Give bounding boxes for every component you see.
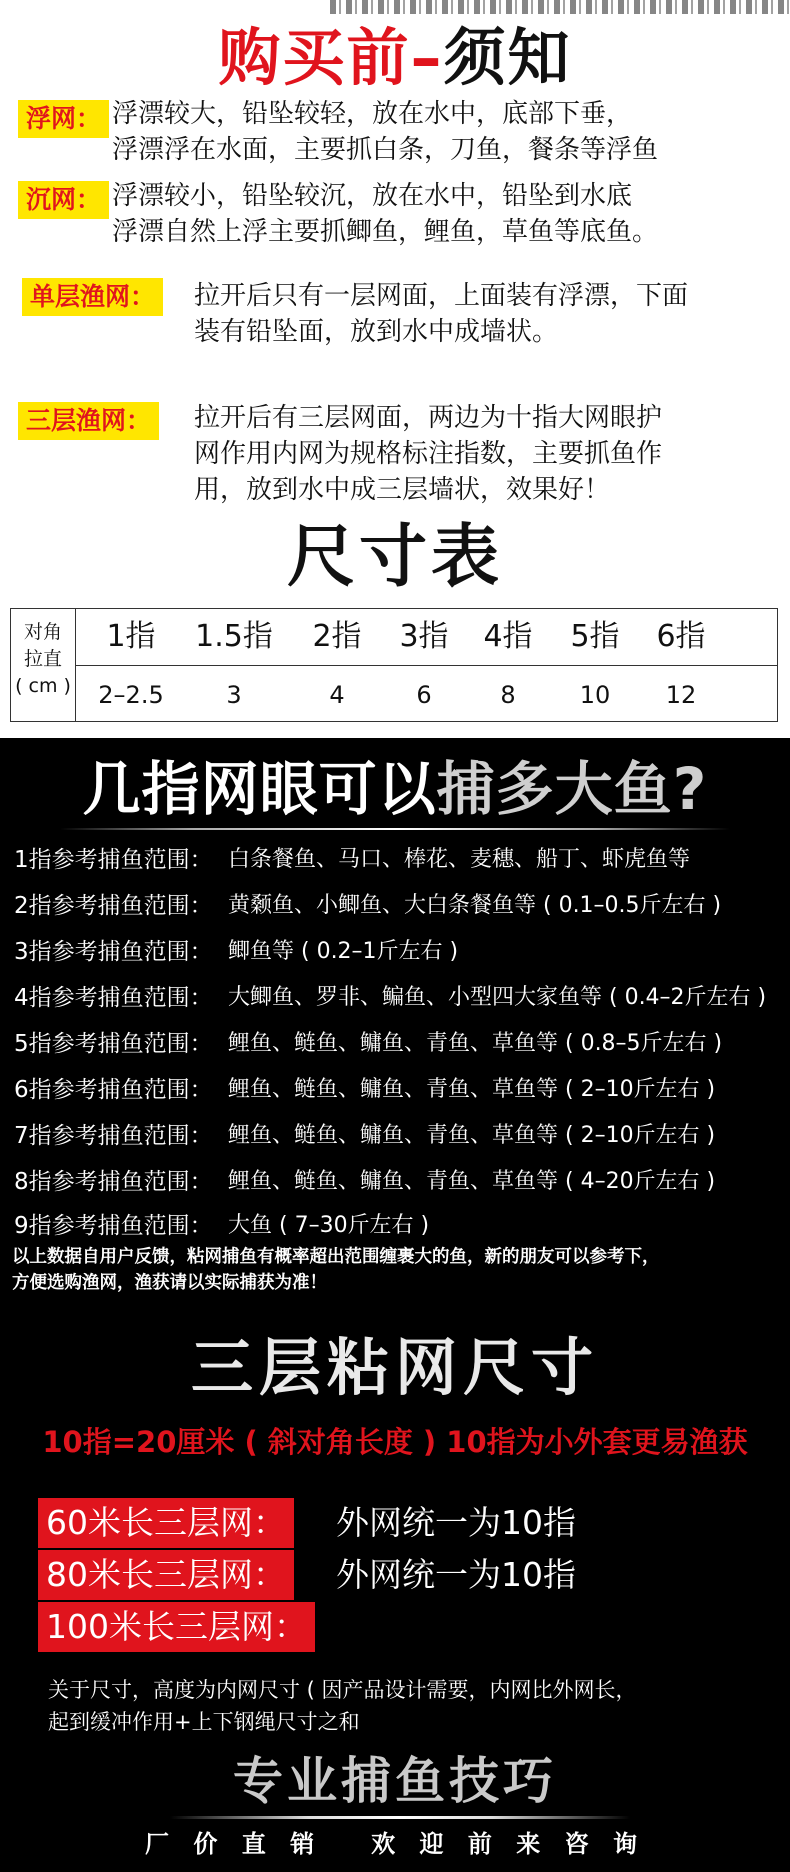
size-header-cell: 4指 [483,619,533,654]
size-header-cell: 2指 [312,619,362,654]
disclaimer-line-1: 以上数据自用户反馈，粘网捕鱼有概率超出范围缠裹大的鱼，新的朋友可以参考下， [12,1247,660,1267]
net-length-badge: 80米长三层网： [38,1550,294,1600]
size-value-cell: 10 [579,681,611,709]
size-value-cell: 2–2.5 [98,681,164,709]
net-size-title: 三层粘网尺寸 [190,1331,599,1404]
size-value-cell: 8 [500,681,516,709]
desc-single-layer-line-1: 拉开后只有一层网面，上面装有浮漂，下面 [194,281,689,311]
title-dash: – [410,21,444,94]
decorative-brush-strip [330,0,790,14]
fish-range-value: 鲤鱼、鲢鱼、鳙鱼、青鱼、草鱼等 ( 0.8–5斤左右 ) [228,1031,723,1056]
row-header-line-1: 对角 [23,621,62,643]
row-header-line-3: ( cm ) [15,675,71,697]
fish-range-row [0,884,790,928]
fish-range-row [0,838,790,882]
page-title [0,22,790,94]
fish-range-value: 白条餐鱼、马口、棒花、麦穗、船丁、虾虎鱼等 [228,847,691,872]
table-divider-horizontal [75,665,777,666]
disclaimer-note [12,1244,782,1296]
title-grey-part: 捕多大鱼 [436,755,673,823]
fish-range-title [0,752,790,826]
term-triple-layer-net: 三层渔网： [18,402,159,440]
fish-range-label: 9指参考捕鱼范围： [14,1213,213,1239]
net-length-badge: 100米长三层网： [38,1602,315,1652]
fish-range-label: 1指参考捕鱼范围： [14,847,213,873]
title-underline [60,828,730,830]
desc-sinking-net-line-2: 浮漂自然上浮主要抓鲫鱼，鲤鱼，草鱼等底鱼。 [112,217,659,247]
fish-range-label: 6指参考捕鱼范围： [14,1077,213,1103]
row-header [11,609,75,721]
fish-range-row [0,1160,790,1204]
footer-slogan: 厂 价 直 销 欢 迎 前 来 咨 询 [145,1830,645,1858]
net-length-badge: 60米长三层网： [38,1498,294,1548]
size-header-cell: 5指 [570,619,620,654]
fish-range-section [0,738,790,1872]
size-table [10,608,778,722]
fish-range-label: 7指参考捕鱼范围： [14,1123,213,1149]
size-explanation-line-1: 关于尺寸，高度为内网尺寸 ( 因产品设计需要，内网比外网长， [48,1678,637,1702]
fish-range-row [0,1022,790,1066]
title-red-part: 购买前 [218,21,411,94]
fishing-skills-title: 专业捕鱼技巧 [233,1752,557,1810]
fish-range-label: 5指参考捕鱼范围： [14,1031,213,1057]
size-value-cell: 12 [665,681,697,709]
desc-single-layer-line-2: 装有铅坠面，放到水中成墙状。 [194,317,559,347]
size-value-cell: 4 [329,681,345,709]
desc-floating-net-line-1: 浮漂较大，铅坠较轻，放在水中，底部下垂， [112,99,633,129]
fish-range-label: 8指参考捕鱼范围： [14,1169,213,1195]
title-white-part: 几指网眼可以 [82,755,437,823]
term-floating-net: 浮网： [18,100,109,138]
fish-range-row [0,930,790,974]
size-explanation-line-2: 起到缓冲作用+上下钢绳尺寸之和 [48,1710,360,1734]
title-question-mark: ? [672,755,708,823]
fish-range-row [0,1114,790,1158]
fish-range-value: 大鱼 ( 7–30斤左右 ) [228,1213,430,1238]
size-value-cell: 3 [226,681,242,709]
fish-range-value: 鲤鱼、鲢鱼、鳙鱼、青鱼、草鱼等 ( 2–10斤左右 ) [228,1077,716,1102]
fish-range-label: 3指参考捕鱼范围： [14,939,213,965]
fish-range-row [0,1068,790,1112]
size-explanation [48,1674,788,1738]
fish-range-value: 黄颡鱼、小鲫鱼、大白条餐鱼等 ( 0.1–0.5斤左右 ) [228,893,722,918]
term-single-layer-net: 单层渔网： [22,278,163,316]
desc-floating-net-line-2: 浮漂浮在水面，主要抓白条，刀鱼，餐条等浮鱼 [112,135,659,165]
fish-range-value: 鲤鱼、鲢鱼、鳙鱼、青鱼、草鱼等 ( 4–20斤左右 ) [228,1169,716,1194]
fish-range-row [0,976,790,1020]
desc-triple-layer-line-1: 拉开后有三层网面，两边为十指大网眼护 [194,403,663,433]
fish-range-value: 鲤鱼、鲢鱼、鳙鱼、青鱼、草鱼等 ( 2–10斤左右 ) [228,1123,716,1148]
size-header-cell: 1指 [106,619,156,654]
term-sinking-net: 沉网： [18,181,109,219]
footer-divider [170,1816,630,1819]
fish-range-label: 2指参考捕鱼范围： [14,893,213,919]
desc-sinking-net-line-1: 浮漂较小，铅坠较沉，放在水中，铅坠到水底 [112,181,633,211]
size-table-title: 尺寸表 [286,518,503,597]
desc-triple-layer-line-3: 用，放到水中成三层墙状，效果好！ [194,475,611,505]
size-value-cell: 6 [416,681,432,709]
size-header-cell: 6指 [656,619,706,654]
net-length-value: 外网统一为10指 [336,1503,576,1542]
size-header-cell: 3指 [399,619,449,654]
net-size-subtitle: 10指=20厘米 ( 斜对角长度 ) 10指为小外套更易渔获 [42,1425,748,1459]
fish-range-label: 4指参考捕鱼范围： [14,985,213,1011]
title-black-part: 须知 [443,21,572,94]
net-length-value: 外网统一为10指 [336,1555,576,1594]
fish-range-row [0,1204,790,1248]
desc-triple-layer-line-2: 网作用内网为规格标注指数，主要抓鱼作 [194,439,663,469]
disclaimer-line-2: 方便选购渔网，渔获请以实际捕获为准！ [12,1273,327,1293]
fish-range-value: 大鲫鱼、罗非、鳊鱼、小型四大家鱼等 ( 0.4–2斤左右 ) [228,985,767,1010]
notice-section [0,0,790,738]
fish-range-value: 鲫鱼等 ( 0.2–1斤左右 ) [228,939,459,964]
size-header-cell: 1.5指 [195,619,273,654]
row-header-line-2: 拉直 [23,648,62,670]
